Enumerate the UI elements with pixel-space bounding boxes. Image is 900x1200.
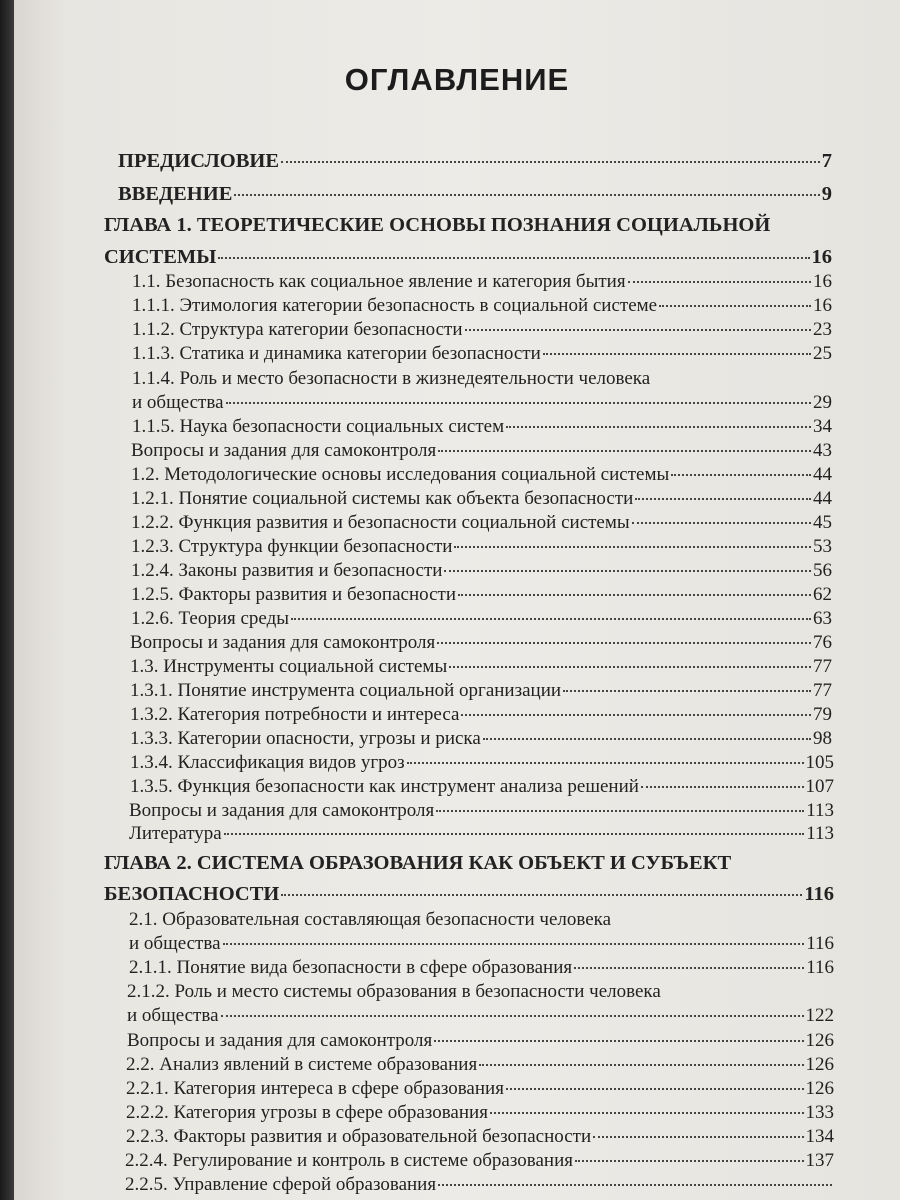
toc-entry-title: 1.1.2. Структура категории безопасности [132, 319, 463, 340]
toc-page-number: 9 [821, 183, 832, 205]
toc-entry-line1: ГЛАВА 2. СИСТЕМА ОБРАЗОВАНИЯ КАК ОБЪЕКТ И СУБЪЕКТ [104, 852, 732, 874]
toc-entry-title: 1.1.1. Этимология категории безопасность в социальной системе [132, 295, 658, 316]
toc-leader-dots [574, 966, 804, 969]
toc-page-number: 56 [813, 560, 832, 581]
toc-entry [131, 440, 832, 462]
toc-entry [131, 512, 832, 534]
toc-entry-title: Вопросы и задания для самоконтроля [130, 632, 436, 653]
toc-leader-dots [628, 280, 811, 283]
toc-entry-title: СИСТЕМЫ [104, 246, 217, 268]
toc-leader-dots [563, 689, 811, 692]
toc-leader-dots [659, 304, 811, 307]
toc-leader-dots [449, 665, 811, 668]
toc-leader-dots [226, 401, 811, 404]
toc-page-number: 116 [806, 957, 834, 978]
toc-entry [131, 536, 832, 558]
toc-entry-title: 1.2.4. Законы развития и безопасности [131, 560, 443, 581]
toc-entry [130, 632, 832, 654]
toc-page-number: 16 [813, 271, 832, 292]
toc-page-number: 76 [813, 632, 832, 653]
toc-page-number: 44 [813, 464, 832, 485]
toc-entry [132, 416, 832, 438]
toc-entry [132, 319, 832, 341]
toc-page-number: 77 [813, 656, 832, 677]
toc-entry [131, 488, 832, 510]
toc-entry-line1: 2.1. Образовательная составляющая безопасности человека [129, 909, 612, 930]
toc-entry [132, 271, 832, 293]
toc-page-number: 116 [804, 883, 834, 905]
toc-page-number: 29 [813, 392, 832, 413]
toc-entry-title: 1.1. Безопасность как социальное явление и категория бытия [132, 271, 626, 292]
toc-entry [132, 343, 832, 365]
toc-entry [129, 823, 834, 845]
toc-entry [132, 295, 832, 317]
toc-leader-dots [506, 425, 811, 428]
toc-entry-title: 1.3.5. Функция безопасности как инструмент анализа решений [130, 776, 639, 797]
toc-entry [130, 656, 832, 678]
toc-page-number: 116 [806, 933, 834, 954]
toc-leader-dots [454, 545, 811, 548]
toc-leader-dots [641, 785, 804, 788]
toc-page-number: 16 [813, 295, 832, 316]
toc-leader-dots [632, 521, 811, 524]
toc-leader-dots [671, 473, 811, 476]
toc-leader-dots [461, 713, 811, 716]
toc-entry [130, 728, 832, 750]
toc-entry-title: 1.3.2. Категория потребности и интереса [130, 704, 460, 725]
toc-entry-title: 1.3.1. Понятие инструмента социальной организации [130, 680, 562, 701]
toc-leader-dots [407, 761, 804, 764]
toc-chapter-entry [118, 150, 832, 173]
toc-entry-title: 2.2.1. Категория интереса в сфере образования [126, 1078, 504, 1099]
toc-leader-dots [465, 328, 811, 331]
toc-page-number: 107 [805, 776, 834, 797]
toc-page-number: 23 [813, 319, 832, 340]
toc-leader-dots [479, 1063, 803, 1066]
toc-leader-dots [543, 352, 811, 355]
toc-entry-title: БЕЗОПАСНОСТИ [104, 883, 280, 905]
toc-entry-title: 1.3. Инструменты социальной системы [130, 656, 448, 677]
toc-leader-dots [438, 1183, 832, 1186]
toc-entry [131, 608, 832, 630]
toc-leader-dots [437, 641, 811, 644]
toc-leader-dots [490, 1111, 804, 1114]
toc-entry-title: 2.2.2. Категория угрозы в сфере образования [126, 1102, 488, 1123]
toc-entry [129, 957, 834, 979]
toc-entry-title: и общества [129, 933, 221, 954]
toc-leader-dots [218, 256, 809, 259]
toc-entry [130, 776, 834, 798]
toc-entry [131, 464, 832, 486]
toc-entry [132, 392, 832, 414]
toc-leader-dots [458, 593, 811, 596]
toc-leader-dots [281, 893, 802, 896]
toc-chapter-entry [104, 246, 832, 269]
toc-entry-title: 2.2.4. Регулирование и контроль в системе образования [125, 1150, 573, 1171]
toc-page-number: 126 [805, 1030, 834, 1051]
toc-page-number: 7 [821, 150, 832, 172]
toc-leader-dots [223, 942, 805, 945]
toc-entry [126, 1102, 834, 1124]
toc-page-number: 105 [805, 752, 834, 773]
toc-entry-title: и общества [132, 392, 224, 413]
toc-page-number: 25 [813, 343, 832, 364]
toc-page-number: 45 [813, 512, 832, 533]
toc-entry [127, 1030, 834, 1052]
toc-leader-dots [506, 1087, 804, 1090]
toc-leader-dots [291, 617, 811, 620]
toc-entry-title: 1.2.1. Понятие социальной системы как объекта безопасности [131, 488, 634, 509]
toc-entry-title: 1.1.5. Наука безопасности социальных систем [132, 416, 505, 437]
toc-entry-title: 2.2.3. Факторы развития и образовательной безопасности [126, 1126, 592, 1147]
toc-entry-line1: 1.1.4. Роль и место безопасности в жизнедеятельности человека [132, 368, 651, 389]
toc-page-number: 133 [805, 1102, 834, 1123]
toc-page-number: 126 [805, 1078, 834, 1099]
toc-entry [129, 933, 834, 955]
toc-leader-dots [224, 832, 804, 835]
book-spine-shadow [0, 0, 14, 1200]
toc-page-number: 62 [813, 584, 832, 605]
toc-entry [131, 584, 832, 606]
toc-leader-dots [281, 160, 820, 163]
toc-page-number: 43 [813, 440, 832, 461]
toc-entry [126, 1078, 834, 1100]
toc-entry-title: Литература [129, 823, 222, 844]
toc-entry [130, 680, 832, 702]
toc-entry-title: 1.3.4. Классификация видов угроз [130, 752, 405, 773]
toc-entry-title: ВВЕДЕНИЕ [118, 183, 233, 205]
toc-page-number: 126 [805, 1054, 834, 1075]
toc-leader-dots [221, 1014, 804, 1017]
toc-leader-dots [575, 1159, 804, 1162]
toc-chapter-entry [118, 183, 832, 206]
toc-entry-title: 1.2. Методологические основы исследования социальной системы [131, 464, 670, 485]
toc-page-number: 134 [805, 1126, 834, 1147]
toc-entry-line1: 2.1.2. Роль и место системы образования в безопасности человека [127, 981, 661, 1002]
toc-entry-title: Вопросы и задания для самоконтроля [129, 800, 435, 821]
toc-entry [130, 704, 832, 726]
toc-leader-dots [434, 1039, 803, 1042]
toc-entry [129, 800, 834, 822]
toc-entry-title: 1.2.3. Структура функции безопасности [131, 536, 453, 557]
toc-leader-dots [635, 497, 811, 500]
toc-page-number: 16 [811, 246, 832, 268]
toc-page-number: 44 [813, 488, 832, 509]
page-title: ОГЛАВЛЕНИЕ [344, 62, 570, 97]
toc-entry-line1: ГЛАВА 1. ТЕОРЕТИЧЕСКИЕ ОСНОВЫ ПОЗНАНИЯ СОЦИАЛЬНОЙ [104, 214, 771, 236]
book-page [14, 0, 900, 1200]
toc-leader-dots [436, 809, 804, 812]
toc-entry-title: 1.3.3. Категории опасности, угрозы и риска [130, 728, 481, 749]
toc-entry [130, 752, 834, 774]
toc-page-number: 79 [813, 704, 832, 725]
table-of-contents [14, 0, 900, 1200]
toc-entry-title: 1.2.5. Факторы развития и безопасности [131, 584, 457, 605]
toc-entry [126, 1126, 834, 1148]
toc-page-number: 77 [813, 680, 832, 701]
toc-leader-dots [483, 737, 811, 740]
toc-page-number: 113 [806, 800, 834, 821]
toc-page-number: 63 [813, 608, 832, 629]
toc-entry-title: Вопросы и задания для самоконтроля [127, 1030, 433, 1051]
toc-entry [126, 1054, 834, 1076]
toc-entry-title: 1.2.6. Теория среды [131, 608, 290, 629]
toc-chapter-entry [104, 883, 834, 906]
toc-entry-title: 2.1.1. Понятие вида безопасности в сфере образования [129, 957, 573, 978]
toc-leader-dots [444, 569, 811, 572]
toc-page-number: 98 [813, 728, 832, 749]
toc-entry [131, 560, 832, 582]
toc-entry [127, 1005, 834, 1027]
toc-entry [125, 1174, 834, 1196]
toc-entry [125, 1150, 834, 1172]
toc-leader-dots [234, 193, 819, 196]
toc-entry-title: 1.1.3. Статика и динамика категории безопасности [132, 343, 541, 364]
toc-page-number: 34 [813, 416, 832, 437]
toc-entry-title: и общества [127, 1005, 219, 1026]
toc-page-number: 137 [805, 1150, 834, 1171]
toc-leader-dots [438, 449, 811, 452]
toc-entry-title: Вопросы и задания для самоконтроля [131, 440, 437, 461]
toc-page-number: 53 [813, 536, 832, 557]
toc-entry-title: ПРЕДИСЛОВИЕ [118, 150, 279, 172]
toc-page-number: 113 [806, 823, 834, 844]
toc-entry-title: 2.2. Анализ явлений в системе образования [126, 1054, 478, 1075]
toc-page-number: 122 [805, 1005, 834, 1026]
toc-entry-title: 2.2.5. Управление сферой образования [125, 1174, 437, 1195]
toc-leader-dots [593, 1135, 803, 1138]
toc-entry-title: 1.2.2. Функция развития и безопасности социальной системы [131, 512, 630, 533]
